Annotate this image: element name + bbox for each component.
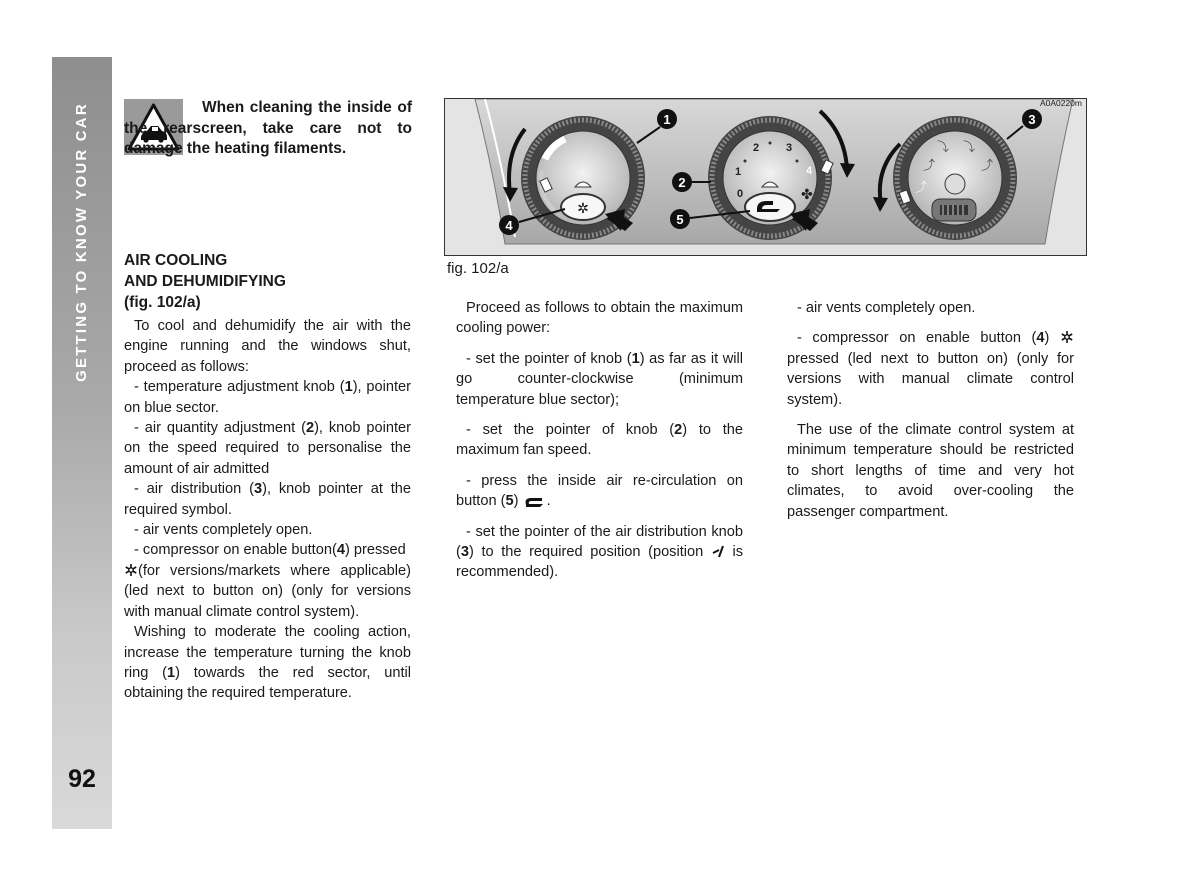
col3-paragraph-3: The use of the climate control system at minimum temperature should be restricted to short lengths of time and very hot climates, to avoid over-cooling the passenger compartment. [787,422,1074,520]
recirculation-icon [523,495,547,507]
svg-text:2: 2 [678,175,686,190]
column-1 [124,316,411,704]
page-number: 92 [68,765,96,793]
figure-caption: fig. 102/a [447,260,509,277]
svg-text:⤴: ⤴ [923,158,936,172]
svg-text:✲: ✲ [577,201,589,217]
svg-text:⤵: ⤵ [963,140,976,154]
warning-text: When cleaning the inside of the rearscreen, take care not to damage the heating filaments. [124,99,412,157]
compressor-snowflake-icon [124,563,138,577]
col1-paragraph-5: - air vents completely open. [134,522,313,539]
col1-paragraph-4: - air distribution (3), knob pointer at the required symbol. [124,481,411,518]
svg-text:⤴: ⤴ [915,180,928,194]
air-distribution-face-icon [711,544,725,558]
column-3 [787,298,1074,522]
fan-scale-4: 4 [806,165,813,177]
heading-line-3: (fig. 102/a) [124,294,201,311]
svg-text:✤: ✤ [801,187,813,203]
section-heading [124,250,414,313]
fan-scale-3: 3 [786,142,793,154]
col1-paragraph-3: - air quantity adjustment (2), knob pointer on the speed required to personalise the amount of air admitted [124,420,411,477]
fan-scale-1: 1 [735,166,742,178]
col1-paragraph-7: Wishing to moderate the cooling action, increase the temperature turning the knob ring (1) towards the red sector, until obtaining the required temperature. [124,624,412,702]
heading-line-1: AIR COOLING [124,252,228,269]
col3-paragraph-2: - compressor on enable button (4) pressed (led next to button on) (only for versions with manual climate control system). [787,330,1074,408]
col2-paragraph-3: - set the pointer of knob (2) to the maximum fan speed. [456,422,743,459]
col1-paragraph-6: - compressor on enable button(4) pressed (for versions/markets where applicable) (led next to button on) (only for versions with manual climate control system). [124,542,411,620]
svg-text:1: 1 [663,112,671,127]
svg-text:⤴: ⤴ [981,158,994,172]
section-title: GETTING TO KNOW YOUR CAR [73,102,90,382]
climate-control-panel-illustration [445,99,1087,256]
col3-paragraph-1: - air vents completely open. [797,300,976,316]
col2-paragraph-2: - set the pointer of knob (1) as far as it will go counter-clockwise (minimum temperature blue sector); [456,350,743,408]
compressor-snowflake-icon [1060,330,1074,344]
col2-paragraph-4: - press the inside air re-circulation on button (5) . [456,472,743,510]
svg-text:4: 4 [505,218,513,233]
figure-code: A0A0220m [1039,98,1082,108]
col1-paragraph-1: To cool and dehumidify the air with the engine running and the windows shut, proceed as follows: [124,318,411,375]
svg-text:5: 5 [676,212,684,227]
column-2 [456,298,743,583]
svg-text:⤵: ⤵ [937,140,950,154]
col1-paragraph-2: - temperature adjustment knob (1), pointer on blue sector. [124,379,412,416]
figure-102a [444,98,1087,256]
col2-paragraph-1: Proceed as follows to obtain the maximum cooling power: [456,300,743,337]
fan-scale-2: 2 [753,142,760,154]
fan-scale-0: 0 [737,188,744,200]
col2-paragraph-5: - set the pointer of the air distribution knob (3) to the required position (position is recommended). [456,523,743,581]
heading-line-2: AND DEHUMIDIFYING [124,273,286,290]
svg-text:3: 3 [1028,112,1036,127]
